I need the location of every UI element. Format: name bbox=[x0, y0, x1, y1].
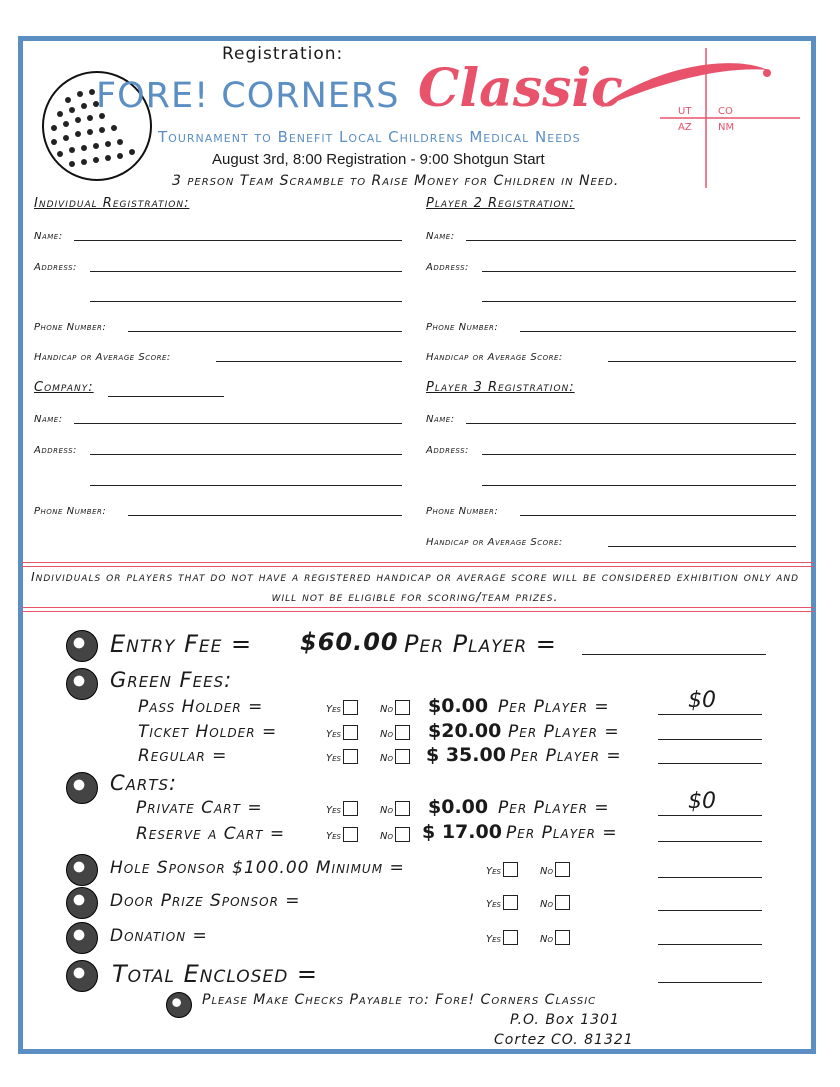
private-cart-label: Private Cart = bbox=[136, 798, 263, 818]
donation-no-checkbox[interactable] bbox=[555, 930, 570, 945]
individual-name-label: Name: bbox=[34, 231, 63, 242]
entry-fee-field[interactable] bbox=[582, 654, 766, 655]
total-enclosed-field[interactable] bbox=[658, 982, 762, 983]
door-prize-field[interactable] bbox=[658, 910, 762, 911]
pass-holder-no-checkbox[interactable] bbox=[395, 700, 410, 715]
title-classic: Classic bbox=[418, 58, 623, 119]
company-name-label: Name: bbox=[34, 414, 63, 425]
door-prize-label: Door Prize Sponsor = bbox=[110, 891, 301, 911]
po-box: P.O. Box 1301 bbox=[510, 1012, 620, 1028]
individual-phone-label: Phone Number: bbox=[34, 322, 107, 333]
private-cart-yes[interactable]: Yes bbox=[326, 801, 358, 816]
individual-handicap-label: Handicap or Average Score: bbox=[34, 352, 171, 363]
player2-handicap-label: Handicap or Average Score: bbox=[426, 352, 563, 363]
carts-label: Carts: bbox=[110, 771, 178, 795]
individual-address-field[interactable] bbox=[90, 271, 402, 272]
individual-address-field-2[interactable] bbox=[90, 301, 402, 302]
door-prize-no-checkbox[interactable] bbox=[555, 895, 570, 910]
donation-no[interactable]: No bbox=[540, 930, 570, 945]
reserve-cart-field[interactable] bbox=[658, 841, 762, 842]
hole-sponsor-no-checkbox[interactable] bbox=[555, 862, 570, 877]
player3-handicap-field[interactable] bbox=[608, 546, 796, 547]
regular-yes-checkbox[interactable] bbox=[343, 749, 358, 764]
golf-ball-bullet-icon bbox=[66, 887, 98, 919]
pass-holder-label: Pass Holder = bbox=[138, 697, 264, 717]
pass-holder-per-player: Per Player = bbox=[498, 697, 610, 717]
ticket-holder-no-checkbox[interactable] bbox=[395, 725, 410, 740]
private-cart-field[interactable] bbox=[658, 815, 762, 816]
state-az: AZ bbox=[678, 122, 692, 133]
ticket-holder-no[interactable]: No bbox=[380, 725, 410, 740]
private-cart-price: $0.00 bbox=[428, 796, 489, 818]
pass-holder-yes-checkbox[interactable] bbox=[343, 700, 358, 715]
door-prize-yes-checkbox[interactable] bbox=[503, 895, 518, 910]
title-fore-corners: FORE! CORNERS bbox=[96, 76, 400, 116]
player3-heading: Player 3 Registration: bbox=[426, 380, 575, 395]
reserve-cart-per-player: Per Player = bbox=[506, 823, 618, 843]
donation-field[interactable] bbox=[658, 944, 762, 945]
regular-price: $ 35.00 bbox=[426, 744, 506, 766]
reserve-cart-label: Reserve a Cart = bbox=[136, 824, 286, 844]
player3-address-field-2[interactable] bbox=[482, 485, 796, 486]
company-phone-field[interactable] bbox=[128, 515, 402, 516]
company-heading-underline bbox=[108, 396, 224, 397]
registration-label: Registration: bbox=[222, 44, 344, 64]
ticket-holder-yes-checkbox[interactable] bbox=[343, 725, 358, 740]
regular-no[interactable]: No bbox=[380, 749, 410, 764]
entry-fee-per-player: Per Player = bbox=[404, 630, 557, 658]
state-co: CO bbox=[718, 106, 733, 117]
donation-yes-checkbox[interactable] bbox=[503, 930, 518, 945]
golf-ball-bullet-icon bbox=[66, 854, 98, 886]
player2-address-field[interactable] bbox=[482, 271, 796, 272]
individual-handicap-field[interactable] bbox=[216, 361, 402, 362]
player3-phone-field[interactable] bbox=[520, 515, 796, 516]
golf-ball-bullet-icon bbox=[166, 992, 192, 1018]
notice-rule-bottom-2 bbox=[22, 611, 814, 612]
entry-fee-amount: $60.00 bbox=[300, 628, 399, 656]
donation-yes[interactable]: Yes bbox=[486, 930, 518, 945]
company-heading: Company: bbox=[34, 380, 94, 395]
entry-fee-label: Entry Fee = bbox=[110, 630, 253, 658]
player2-phone-field[interactable] bbox=[520, 331, 796, 332]
donation-label: Donation = bbox=[110, 926, 208, 946]
player2-name-label: Name: bbox=[426, 231, 455, 242]
hole-sponsor-yes-checkbox[interactable] bbox=[503, 862, 518, 877]
golf-ball-bullet-icon bbox=[66, 960, 98, 992]
pass-holder-yes[interactable]: Yes bbox=[326, 700, 358, 715]
player3-name-label: Name: bbox=[426, 414, 455, 425]
regular-no-checkbox[interactable] bbox=[395, 749, 410, 764]
reserve-cart-yes[interactable]: Yes bbox=[326, 827, 358, 842]
company-name-field[interactable] bbox=[74, 423, 402, 424]
door-prize-no[interactable]: No bbox=[540, 895, 570, 910]
private-cart-filled-amount: $0 bbox=[688, 789, 716, 814]
company-address-label: Address: bbox=[34, 445, 77, 456]
player2-name-field[interactable] bbox=[466, 240, 796, 241]
golf-ball-bullet-icon bbox=[66, 922, 98, 954]
ticket-holder-yes[interactable]: Yes bbox=[326, 725, 358, 740]
regular-per-player: Per Player = bbox=[510, 746, 622, 766]
company-address-field-2[interactable] bbox=[90, 485, 402, 486]
private-cart-per-player: Per Player = bbox=[498, 798, 610, 818]
pass-holder-filled-amount: $0 bbox=[688, 688, 716, 713]
state-nm: NM bbox=[718, 122, 735, 133]
player2-heading: Player 2 Registration: bbox=[426, 196, 575, 211]
regular-yes[interactable]: Yes bbox=[326, 749, 358, 764]
ticket-holder-per-player: Per Player = bbox=[508, 722, 620, 742]
checks-payable: Please Make Checks Payable to: Fore! Corners Classic bbox=[202, 992, 597, 1008]
player3-name-field[interactable] bbox=[466, 423, 796, 424]
green-fees-label: Green Fees: bbox=[110, 668, 233, 692]
door-prize-yes[interactable]: Yes bbox=[486, 895, 518, 910]
player2-address-label: Address: bbox=[426, 262, 469, 273]
pass-holder-field[interactable] bbox=[658, 714, 762, 715]
individual-phone-field[interactable] bbox=[128, 331, 402, 332]
pass-holder-no[interactable]: No bbox=[380, 700, 410, 715]
individual-heading: Individual Registration: bbox=[34, 196, 190, 211]
notice-rule-top bbox=[22, 562, 814, 563]
golf-ball-bullet-icon bbox=[66, 630, 98, 662]
subtitle: Tournament to Benefit Local Childrens Medical Needs bbox=[158, 128, 581, 146]
player3-address-field[interactable] bbox=[482, 454, 796, 455]
reserve-cart-no-checkbox[interactable] bbox=[395, 827, 410, 842]
city-zip: Cortez CO. 81321 bbox=[494, 1032, 634, 1048]
golf-ball-bullet-icon bbox=[66, 668, 98, 700]
reserve-cart-no[interactable]: No bbox=[380, 827, 410, 842]
player3-address-label: Address: bbox=[426, 445, 469, 456]
golf-ball-bullet-icon bbox=[66, 772, 98, 804]
company-address-field[interactable] bbox=[90, 454, 402, 455]
state-ut: UT bbox=[678, 106, 692, 117]
player2-handicap-field[interactable] bbox=[608, 361, 796, 362]
private-cart-yes-checkbox[interactable] bbox=[343, 801, 358, 816]
ticket-holder-label: Ticket Holder = bbox=[138, 722, 278, 742]
regular-field[interactable] bbox=[658, 763, 762, 764]
pass-holder-price: $0.00 bbox=[428, 695, 489, 717]
swoosh-graphic bbox=[590, 48, 805, 193]
hole-sponsor-field[interactable] bbox=[658, 877, 762, 878]
player3-handicap-label: Handicap or Average Score: bbox=[426, 537, 563, 548]
individual-address-label: Address: bbox=[34, 262, 77, 273]
private-cart-no[interactable]: No bbox=[380, 801, 410, 816]
hole-sponsor-yes[interactable]: Yes bbox=[486, 862, 518, 877]
private-cart-no-checkbox[interactable] bbox=[395, 801, 410, 816]
date-line: August 3rd, 8:00 Registration - 9:00 Shotgun Start bbox=[212, 151, 545, 168]
ticket-holder-price: $20.00 bbox=[428, 720, 502, 742]
individual-name-field[interactable] bbox=[74, 240, 402, 241]
player2-phone-label: Phone Number: bbox=[426, 322, 499, 333]
hole-sponsor-no[interactable]: No bbox=[540, 862, 570, 877]
total-enclosed-label: Total Enclosed = bbox=[112, 960, 319, 988]
hole-sponsor-label: Hole Sponsor $100.00 Minimum = bbox=[110, 858, 405, 878]
exhibition-notice: Individuals or players that do not have a registered handicap or average score will be considered exhibition only and will not be eligible for scoring/team prizes. bbox=[30, 569, 800, 604]
scramble-line: 3 person Team Scramble to Raise Money for Children in Need. bbox=[172, 173, 620, 189]
regular-label: Regular = bbox=[138, 746, 228, 766]
notice-rule-bottom bbox=[22, 607, 814, 608]
ticket-holder-field[interactable] bbox=[658, 739, 762, 740]
reserve-cart-price: $ 17.00 bbox=[422, 821, 502, 843]
company-phone-label: Phone Number: bbox=[34, 506, 107, 517]
player3-phone-label: Phone Number: bbox=[426, 506, 499, 517]
player2-address-field-2[interactable] bbox=[482, 301, 796, 302]
reserve-cart-yes-checkbox[interactable] bbox=[343, 827, 358, 842]
